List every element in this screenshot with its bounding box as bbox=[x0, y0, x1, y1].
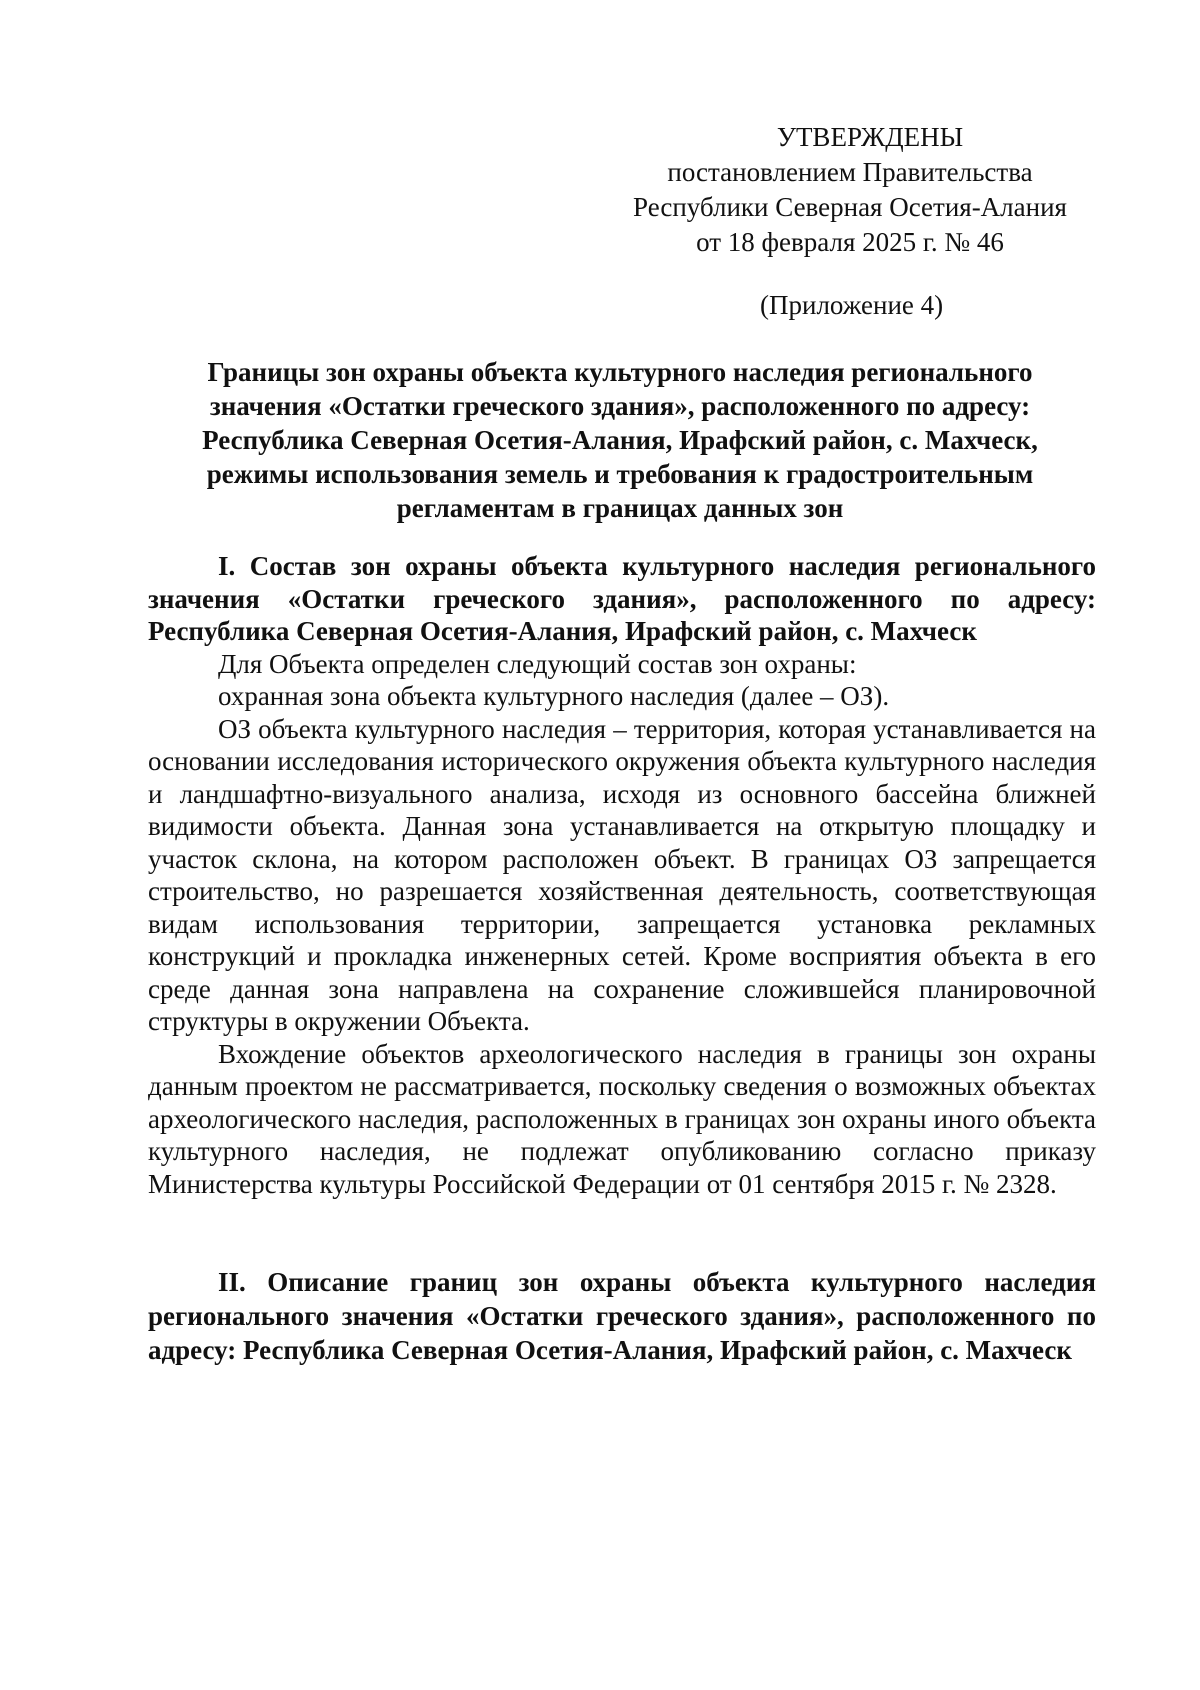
section-2-heading: II. Описание границ зон охраны объекта культурного наследия регионального значения «Остатки греческого здания», расположенного по адресу: Республика Северная Осетия-Алания, Ирафский район, с. Махческ bbox=[148, 1267, 1096, 1365]
approval-decree: постановлением Правительства bbox=[667, 157, 1033, 187]
section-1-paragraph: Вхождение объектов археологического наследия в границы зон охраны данным проектом не рассматривается, поскольку сведения о возможных объектах археологического наследия, расположенных в границах зон охраны иного объекта культурного наследия, не подлежат опубликованию согласно приказу Министерства культуры Российской Федерации от 01 сентября 2015 г. № 2328. bbox=[148, 1038, 1096, 1199]
title-line-2: значения «Остатки греческого здания», расположенного по адресу: bbox=[209, 391, 1031, 421]
document-title bbox=[140, 355, 1100, 525]
approval-stamp bbox=[600, 120, 1100, 260]
section-1-paragraph: Для Объекта определен следующий состав зон охраны: bbox=[218, 648, 857, 679]
title-line-5: регламентам в границах данных зон bbox=[396, 493, 844, 523]
appendix-label: (Приложение 4) bbox=[760, 290, 944, 320]
title-line-3: Республика Северная Осетия-Алания, Ирафский район, с. Махческ, bbox=[202, 425, 1038, 455]
approval-date-number: от 18 февраля 2025 г. № 46 bbox=[696, 227, 1004, 257]
approval-republic: Республики Северная Осетия-Алания bbox=[633, 192, 1067, 222]
section-boundaries bbox=[148, 1265, 1096, 1367]
approval-heading: УТВЕРЖДЕНЫ bbox=[776, 122, 964, 152]
title-line-4: режимы использования земель и требования к градостроительным bbox=[206, 459, 1034, 489]
section-1-heading: I. Состав зон охраны объекта культурного наследия регионального значения «Остатки греческого здания», расположенного по адресу: Республика Северная Осетия-Алания, Ирафский район, с. Махческ bbox=[148, 551, 1096, 646]
section-composition bbox=[148, 550, 1096, 1200]
title-line-1: Границы зон охраны объекта культурного наследия регионального bbox=[207, 357, 1033, 387]
section-1-paragraph: охранная зона объекта культурного наследия (далее – ОЗ). bbox=[218, 681, 890, 711]
section-1-paragraph: ОЗ объекта культурного наследия – территория, которая устанавливается на основании исследования исторического окружения объекта культурного наследия и ландшафтно-визуального анализа, исходя из основного бассейна ближней видимости объекта. Данная зона устанавливается на открытую площадку и участок склона, на котором расположен объект. В границах ОЗ запрещается строительство, но разрешается хозяйственная деятельность, соответствующая видам использования территории, запрещается установка рекламных конструкций и прокладка инженерных сетей. Кроме восприятия объекта в его среде данная зона направлена на сохранение сложившейся планировочной структуры в окружении Объекта. bbox=[148, 713, 1096, 1036]
